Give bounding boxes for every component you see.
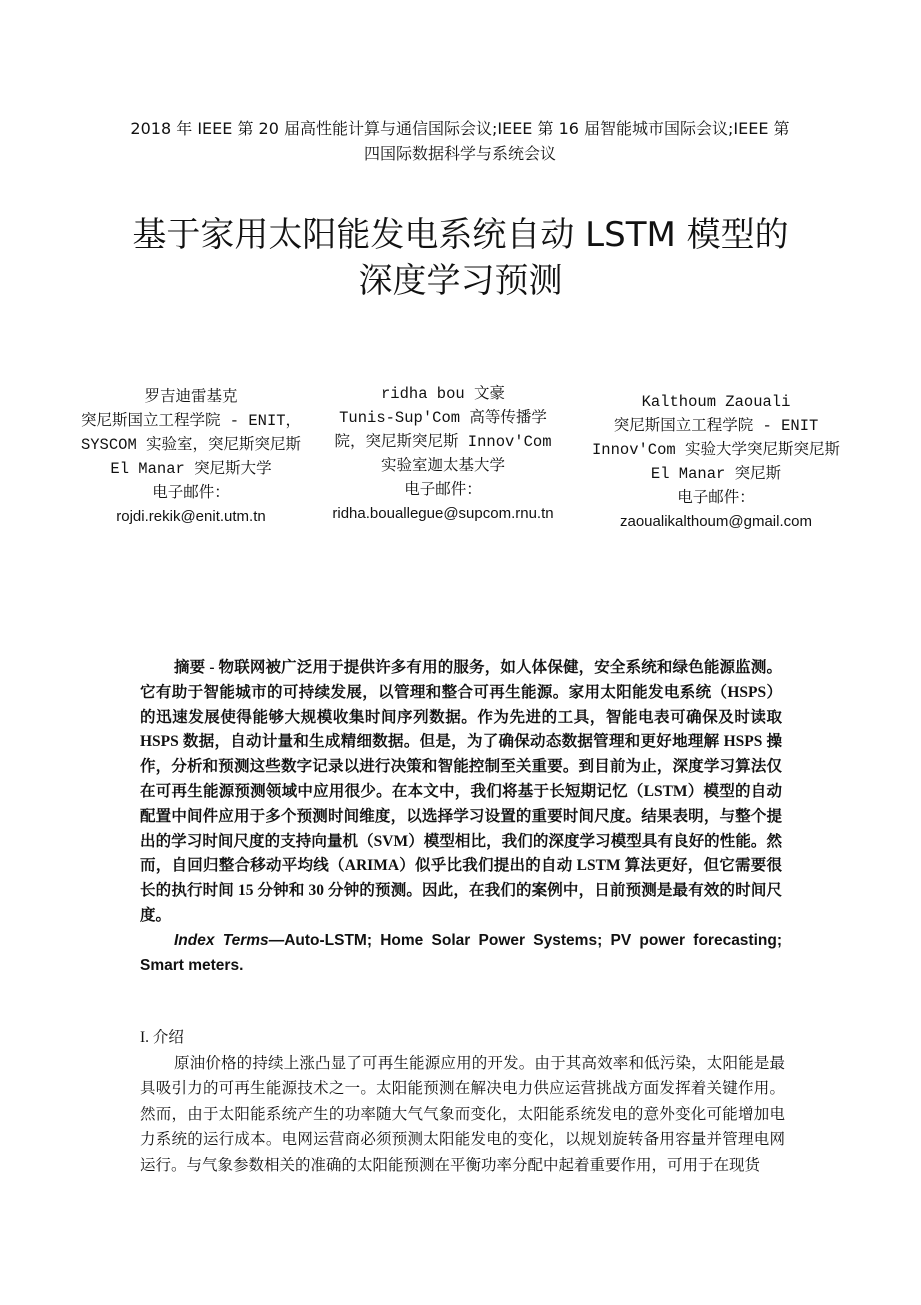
author-affiliation: Tunis-Sup'Com 高等传播学院，突尼斯突尼斯 Innov'Com 实验室迦太基大学: [334, 409, 552, 475]
email-label: 电子邮件：: [404, 481, 482, 498]
index-terms: [140, 929, 782, 979]
abstract-label: 摘要 -: [174, 659, 219, 676]
paper-title: 基于家用太阳能发电系统自动 LSTM 模型的深度学习预测: [132, 215, 789, 301]
author-2: [330, 382, 556, 526]
index-terms-label: Index Terms: [174, 931, 269, 949]
abstract: [140, 656, 782, 978]
author-email: rojdi.rekik@enit.utm.tn: [116, 508, 266, 525]
abstract-text: 物联网被广泛用于提供许多有用的服务，如人体保健，安全系统和绿色能源监测。它有助于智能城市的可持续发展，以管理和整合可再生能源。家用太阳能发电系统（HSPS）的迅速发展使得能够大规模收集时间序列数据。作为先进的工具，智能电表可确保及时读取 HSPS 数据，自动计量和生成精细数据。但是，为了确保动态数据管理和更好地理解 HSPS 操作，分析和预测这些数字记录以进行决策和智能控制至关重要。到目前为止，深度学习算法仅在可再生能源预测领域中应用很少。在本文中，我们将基于长短期记忆（LSTM）模型的自动配置中间件应用于多个预测时间维度，以选择学习设置的重要时间尺度。结果表明，与整个提出的学习时间尺度的支持向量机（SVM）模型相比，我们的深度学习模型具有良好的性能。然而，自回归整合移动平均线（ARIMA）似乎比我们提出的自动 LSTM 算法更好，但它需要很长的执行时间 15 分钟和 30 分钟的预测。因此，在我们的案例中，日前预测是最有效的时间尺度。: [140, 659, 782, 924]
section-introduction: [140, 1025, 785, 1178]
author-name: 罗吉迪雷基克: [144, 388, 238, 405]
index-terms-text: —Auto-LSTM; Home Solar Power Systems; PV power forecasting; Smart meters.: [140, 931, 782, 974]
author-name: Kalthoum Zaouali: [641, 393, 791, 411]
email-label: 电子邮件：: [677, 489, 755, 506]
section-body: 原油价格的持续上涨凸显了可再生能源应用的开发。由于其高效率和低污染，太阳能是最具吸引力的可再生能源技术之一。太阳能预测在解决电力供应运营挑战方面发挥着关键作用。然而，由于太阳能系统产生的功率随大气气象而变化，太阳能系统发电的意外变化可能增加电力系统的运行成本。电网运营商必须预测太阳能发电的变化，以规划旋转备用容量并管理电网运行。与气象参数相关的准确的太阳能预测在平衡功率分配中起着重要作用，可用于在现货: [140, 1054, 785, 1174]
author-3: [585, 390, 847, 534]
author-affiliation: 突尼斯国立工程学院 - ENIT，SYSCOM 实验室，突尼斯突尼斯 El Manar 突尼斯大学: [80, 412, 302, 478]
author-email: zaoualikalthoum@gmail.com: [620, 513, 812, 530]
conference-header: 2018 年 IEEE 第 20 届高性能计算与通信国际会议;IEEE 第 16 届智能城市国际会议;IEEE 第四国际数据科学与系统会议: [130, 119, 790, 163]
abstract-body: [140, 656, 782, 929]
section-heading: I. 介绍: [140, 1029, 184, 1046]
author-name: ridha bou 文豪: [380, 385, 505, 403]
email-label: 电子邮件：: [152, 484, 230, 501]
author-affiliation: 突尼斯国立工程学院 - ENIT Innov'Com 实验大学突尼斯突尼斯 El Manar 突尼斯: [591, 417, 841, 483]
author-email: ridha.bouallegue@supcom.rnu.tn: [332, 505, 554, 522]
author-1: [70, 385, 312, 529]
